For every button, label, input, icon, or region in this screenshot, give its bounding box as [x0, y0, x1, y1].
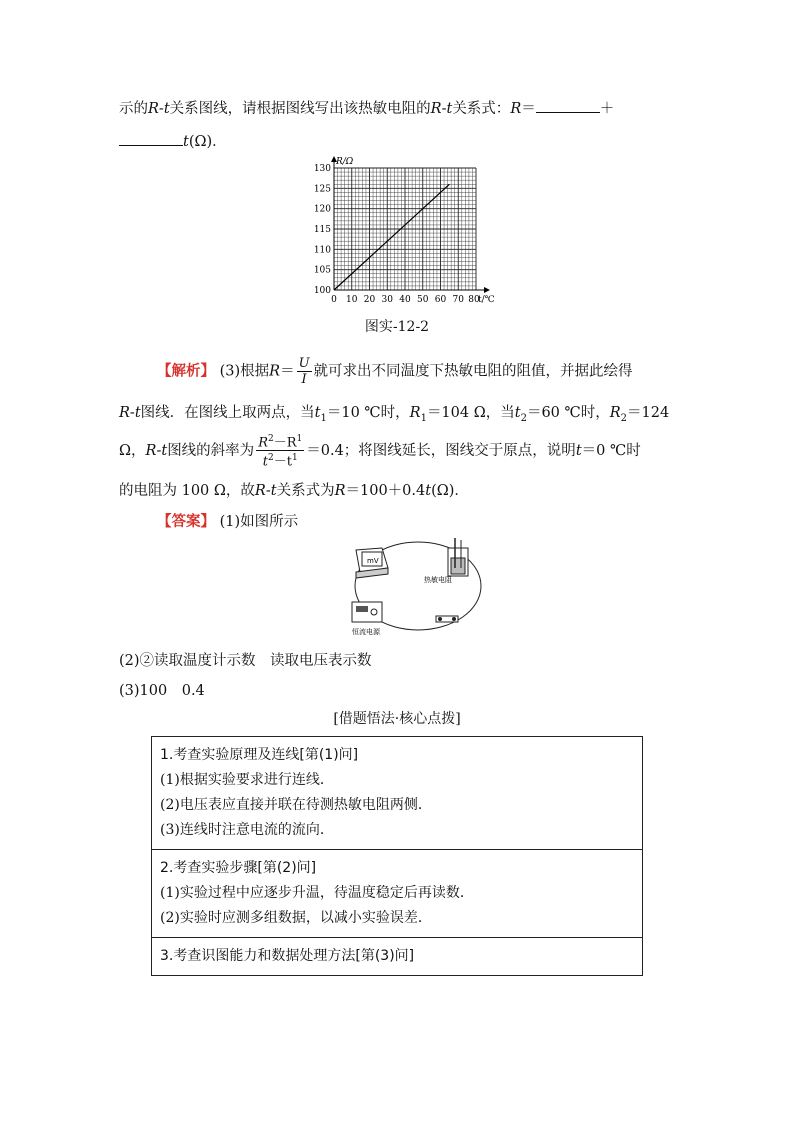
- x-tick-label: 0: [331, 295, 337, 305]
- analysis-text: 的电阻为 100 Ω，故: [119, 483, 255, 499]
- rt-symbol: R-t: [254, 483, 277, 499]
- superscript: 2: [267, 434, 274, 444]
- thermistor-label-text: 热敏电阻: [424, 576, 452, 584]
- voltmeter-icon: [356, 548, 388, 578]
- y-tick-label: 120: [313, 204, 331, 215]
- x-tick-label: 80: [468, 295, 480, 305]
- analysis-text: ＝124: [627, 405, 670, 421]
- analysis-text: ＝10 ℃时，: [326, 405, 410, 421]
- rt-symbol: R-t: [145, 442, 168, 459]
- analysis-text: 图线．在图线上取两点，当: [140, 405, 315, 421]
- x-tick-label: 10: [346, 295, 358, 305]
- analysis-text: (Ω)．: [431, 483, 469, 499]
- subscript: 1: [320, 412, 327, 424]
- rt-chart: [310, 156, 510, 306]
- analysis-text: ＝0.4；将图线延长，图线交于原点，说明: [306, 442, 576, 459]
- section-title: 1.考查实验原理及连线[第(1)问]: [160, 747, 359, 763]
- x-axis-label: t/℃: [478, 295, 495, 305]
- circuit-diagram: [348, 538, 484, 638]
- superscript: 1: [296, 434, 303, 444]
- answer-blank-2[interactable]: [119, 144, 183, 146]
- t-symbol: t: [262, 454, 268, 470]
- analysis-text: (3)根据: [219, 363, 270, 380]
- chart-grid: [334, 168, 476, 290]
- t-symbol: t: [575, 442, 582, 459]
- superscript: 2: [267, 453, 274, 464]
- intro-text: 关系图线，请根据图线写出该热敏电阻的: [169, 101, 431, 117]
- rt-symbol: R-t: [430, 101, 453, 117]
- summary-table: [151, 736, 643, 976]
- t-symbol: t: [183, 134, 189, 150]
- section-point: (3)连线时注意电流的流向．: [160, 822, 334, 838]
- chart-axes: [331, 156, 495, 305]
- answer-blank-1[interactable]: [536, 111, 600, 113]
- summary-heading: [借题悟法·核心点拨]: [333, 711, 461, 727]
- subscript: 1: [420, 412, 427, 424]
- intro-line-1: [119, 97, 614, 118]
- intro-text: 示的: [119, 101, 148, 117]
- thermistor-label: [424, 575, 452, 584]
- analysis-text: 关系式为: [276, 483, 335, 499]
- superscript: 1: [291, 453, 298, 464]
- section-title: 3.考查识图能力和数据处理方法[第(3)问]: [160, 948, 415, 964]
- r-symbol: R: [269, 363, 281, 380]
- r2-symbol: R: [609, 405, 621, 421]
- section-title: 2.考查实验步骤[第(2)问]: [160, 860, 317, 876]
- rt-symbol: R-t: [119, 405, 141, 421]
- section-point: (2)实验时应测多组数据，以减小实验误差．: [160, 910, 432, 926]
- analysis-tag: 【解析】: [157, 363, 215, 380]
- x-axis-arrow: [484, 287, 490, 293]
- answer-line-2: (2)②读取温度计示数 读取电压表示数: [119, 653, 372, 669]
- summary-section-3: [152, 938, 643, 976]
- fraction-slope: [256, 432, 304, 470]
- x-tick-label: 60: [434, 295, 447, 305]
- t-symbol: t: [425, 483, 432, 499]
- y-tick-label: 100: [313, 286, 331, 296]
- x-tick-label: 30: [381, 295, 393, 305]
- answer-tag: 【答案】: [157, 514, 215, 530]
- equals-sign: ＝: [280, 363, 295, 380]
- analysis-line-1: [157, 356, 633, 387]
- r-symbol: R: [258, 435, 268, 451]
- subscript: 2: [520, 412, 527, 424]
- power-source-label: 恒流电源: [352, 628, 380, 636]
- analysis-text: 就可求出不同温度下热敏电阻的阻值，并据此绘得: [313, 363, 633, 380]
- chart-ticks: [314, 164, 480, 305]
- t2-symbol: t: [514, 405, 521, 421]
- analysis-text: 图线的斜率为: [167, 442, 255, 459]
- analysis-text: ＝104 Ω，当: [426, 405, 515, 421]
- subscript: 2: [620, 412, 628, 424]
- switch-icon: [436, 616, 458, 622]
- x-tick-label: 50: [417, 295, 429, 305]
- fraction-u-over-i: [297, 356, 312, 387]
- u-symbol: U: [298, 356, 310, 371]
- section-point: (2)电压表应直接并联在待测热敏电阻两侧．: [160, 797, 432, 813]
- power-source-icon: [352, 602, 382, 622]
- r1-symbol: R: [409, 405, 421, 421]
- rt-symbol: R-t: [148, 101, 170, 117]
- y-tick-label: 115: [313, 225, 331, 235]
- thermistor-beaker-icon: [448, 538, 468, 576]
- answer-text: (1)如图所示: [219, 514, 299, 530]
- summary-section-2: [152, 850, 643, 938]
- r-symbol: R: [334, 483, 346, 499]
- plus-sign: ＋: [599, 101, 615, 117]
- y-tick-label: 105: [313, 265, 331, 276]
- fraction-text: －t: [273, 454, 292, 470]
- x-tick-label: 40: [399, 295, 411, 305]
- section-point: (1)实验过程中应逐步升温，待温度稳定后再读数．: [160, 885, 474, 901]
- intro-line-2: [119, 130, 227, 151]
- summary-section-1: [152, 737, 643, 850]
- analysis-line-4: [119, 479, 469, 500]
- section-point: (1)根据实验要求进行连线．: [160, 772, 334, 788]
- analysis-text: Ω，: [119, 442, 146, 459]
- t1-symbol: t: [314, 405, 321, 421]
- figure-caption: 图实-12-2: [364, 319, 430, 335]
- y-axis-label: R/Ω: [336, 157, 354, 167]
- x-tick-label: 20: [363, 295, 376, 305]
- intro-text: 关系式：: [452, 101, 511, 117]
- i-symbol: I: [301, 372, 307, 387]
- x-tick-label: 70: [452, 295, 464, 305]
- answer-line-3: (3)100 0.4: [119, 683, 205, 699]
- voltmeter-label: mV: [367, 557, 379, 565]
- y-tick-label: 130: [313, 164, 331, 174]
- y-tick-label: 110: [313, 245, 331, 256]
- r-symbol: R: [510, 101, 522, 117]
- y-tick-label: 125: [313, 184, 331, 195]
- analysis-text: ＝100＋0.4: [345, 483, 426, 499]
- answer-line-1: [157, 510, 298, 531]
- fraction-text: －R: [273, 435, 297, 451]
- analysis-line-2: [119, 401, 669, 424]
- equals-sign: ＝: [521, 101, 536, 117]
- analysis-line-3: [119, 432, 641, 470]
- analysis-text: ＝0 ℃时: [581, 442, 641, 459]
- unit-text: (Ω)．: [188, 134, 227, 150]
- analysis-text: ＝60 ℃时，: [526, 405, 610, 421]
